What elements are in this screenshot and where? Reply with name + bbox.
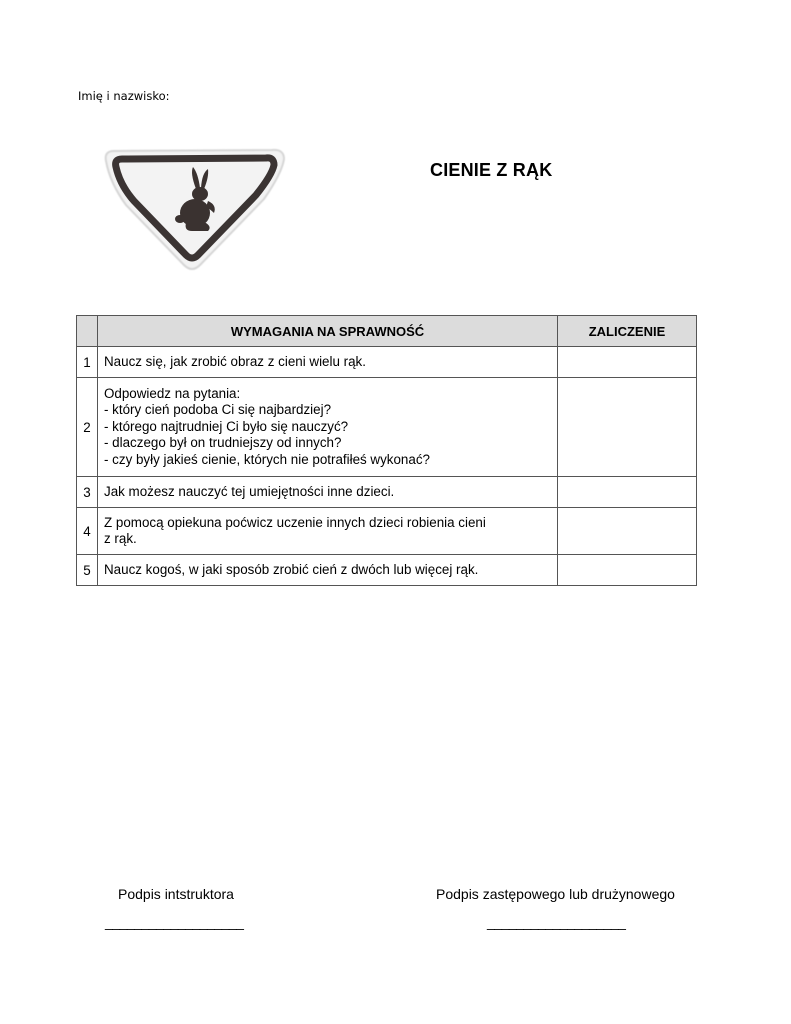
- requirement-text: [98, 555, 558, 586]
- leader-signature-line[interactable]: ___________________: [487, 914, 626, 930]
- column-header-requirements: WYMAGANIA NA SPRAWNOŚĆ: [98, 316, 558, 347]
- table-row: [77, 508, 697, 555]
- requirement-line: Jak możesz nauczyć tej umiejętności inne dzieci.: [104, 483, 395, 499]
- requirement-text: [98, 477, 558, 508]
- row-number: 3: [77, 477, 98, 508]
- table-row: [77, 555, 697, 586]
- instructor-signature-label: Podpis intstruktora: [118, 886, 234, 902]
- requirement-line: Z pomocą opiekuna poćwicz uczenie innych dzieci robienia cieni: [104, 514, 486, 530]
- requirement-line: Odpowiedz na pytania:: [104, 385, 241, 401]
- row-number: 2: [77, 378, 98, 477]
- row-number: 5: [77, 555, 98, 586]
- instructor-signature-line[interactable]: ___________________: [105, 914, 244, 930]
- leader-signature-label: Podpis zastępowego lub drużynowego: [436, 886, 675, 902]
- name-field-label: Imię i nazwisko:: [78, 89, 170, 103]
- completion-cell[interactable]: [558, 347, 697, 378]
- table-header-row: [77, 316, 697, 347]
- requirement-line: - czy były jakieś cienie, których nie potrafiłeś wykonać?: [104, 451, 430, 467]
- requirement-line: - którego najtrudniej Ci było się nauczyć?: [104, 418, 349, 434]
- completion-cell[interactable]: [558, 477, 697, 508]
- badge-image: [100, 143, 288, 273]
- completion-cell[interactable]: [558, 378, 697, 477]
- completion-cell[interactable]: [558, 555, 697, 586]
- table-row: [77, 378, 697, 477]
- table-row: [77, 347, 697, 378]
- column-header-number: [77, 316, 98, 347]
- requirement-text: [98, 508, 558, 555]
- completion-cell[interactable]: [558, 508, 697, 555]
- requirement-line: Naucz się, jak zrobić obraz z cieni wielu rąk.: [104, 353, 366, 369]
- row-number: 4: [77, 508, 98, 555]
- column-header-completion: ZALICZENIE: [558, 316, 697, 347]
- requirement-line: z rąk.: [104, 531, 137, 546]
- row-number: 1: [77, 347, 98, 378]
- requirement-line: Naucz kogoś, w jaki sposób zrobić cień z dwóch lub więcej rąk.: [104, 561, 479, 577]
- requirements-table: [76, 315, 697, 586]
- requirement-text: [98, 347, 558, 378]
- requirement-line: - dlaczego był on trudniejszy od innych?: [104, 435, 342, 451]
- table-row: [77, 477, 697, 508]
- page-title: CIENIE Z RĄK: [430, 160, 553, 180]
- requirement-text: [98, 378, 558, 477]
- requirement-line: - który cień podoba Ci się najbardziej?: [104, 402, 332, 418]
